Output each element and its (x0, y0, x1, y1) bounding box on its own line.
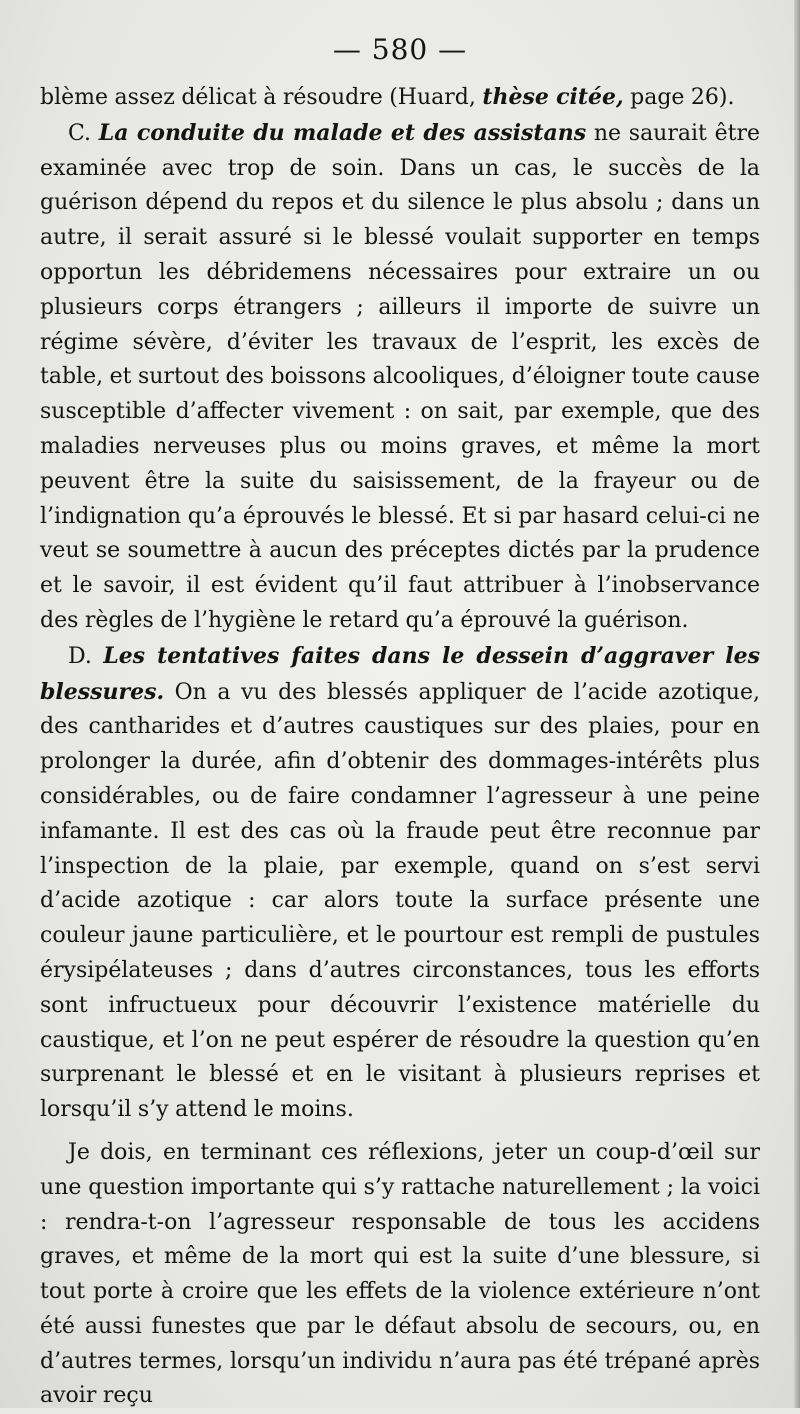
paragraph-text: ne saurait être examinée avec trop de soin. Dans un cas, le succès de la guérison dépend du repos et du silence le plus absolu ; dans un autre, il serait assuré si le blessé voulait supporter en temps opportun les débridemens nécessaires pour extraire un ou plusieurs corps étrangers ; ailleurs il importe de suivre un régime sévère, d’éviter les travaux de l’esprit, les excès de table, et surtout des boissons alcooliques, d’éloigner toute cause susceptible d’affecter vivement : on sait, par exemple, que des maladies nerveuses plus ou moins graves, et même la mort peuvent être la suite du saisissement, de la frayeur ou de l’indignation qu’a éprouvés le blessé. Et si par hasard celui-ci ne veut se soumettre à aucun des préceptes dictés par la prudence et le savoir, il est évident qu’il faut attribuer à l’inobservance des règles de l’hygiène le retard qu’a éprouvé la guérison. (40, 120, 760, 633)
section-heading-italic: La conduite du malade et des assistans (98, 119, 587, 146)
paragraph-text: blème assez délicat à résoudre (Huard, (40, 85, 483, 110)
section-letter: D. (68, 643, 104, 669)
section-letter: C. (68, 120, 99, 146)
paragraph-conclusion (40, 1136, 760, 1414)
paragraph-text: Je dois, en terminant ces réflexions, jeter un coup-d’œil sur une question importante qui s’y rattache naturellement ; la voici : rendra-t-on l’agresseur responsable de tous les accidens graves, et même de la mort qui est la suite d’une blessure, si tout porte à croire que les effets de la violence extérieure n’ont été aussi funestes que par le défaut absolu de secours, ou, en d’autres termes, lorsqu’un individu n’aura pas été trépané après avoir reçu (40, 1139, 760, 1409)
paragraph-continuation (40, 80, 760, 116)
citation-italic: thèse citée, (482, 84, 624, 110)
section-heading-italic: Les tentatives faites dans le dessein d’aggraver les blessures. (40, 642, 760, 705)
paragraph-d (40, 639, 760, 1128)
paragraph-text: page 26). (623, 85, 735, 110)
paragraph-text: On a vu des blessés appliquer de l’acide azotique, des cantharides et d’autres caustiques sur des plaies, pour en prolonger la durée, afin d’obtenir des dommages-intérêts plus considérables, ou de faire condamner l’agresseur à une peine infamante. Il est des cas où la fraude peut être reconnue par l’inspection de la plaie, par exemple, quand on s’est servi d’acide azotique : car alors toute la surface présente une couleur jaune particulière, et le pourtour est rempli de pustules érysipélateuses ; dans d’autres circonstances, tous les efforts sont infructueux pour découvrir l’existence matérielle du caustique, et l’on ne peut espérer de résoudre la question qu’en surprenant le blessé et en le visitant à plusieurs reprises et lorsqu’il s’y attend le moins. (40, 679, 760, 1123)
page-edge-shadow (794, 0, 800, 1408)
paragraph-c (40, 116, 760, 639)
body-text (40, 80, 760, 1414)
page-number: — 580 — (332, 33, 468, 66)
